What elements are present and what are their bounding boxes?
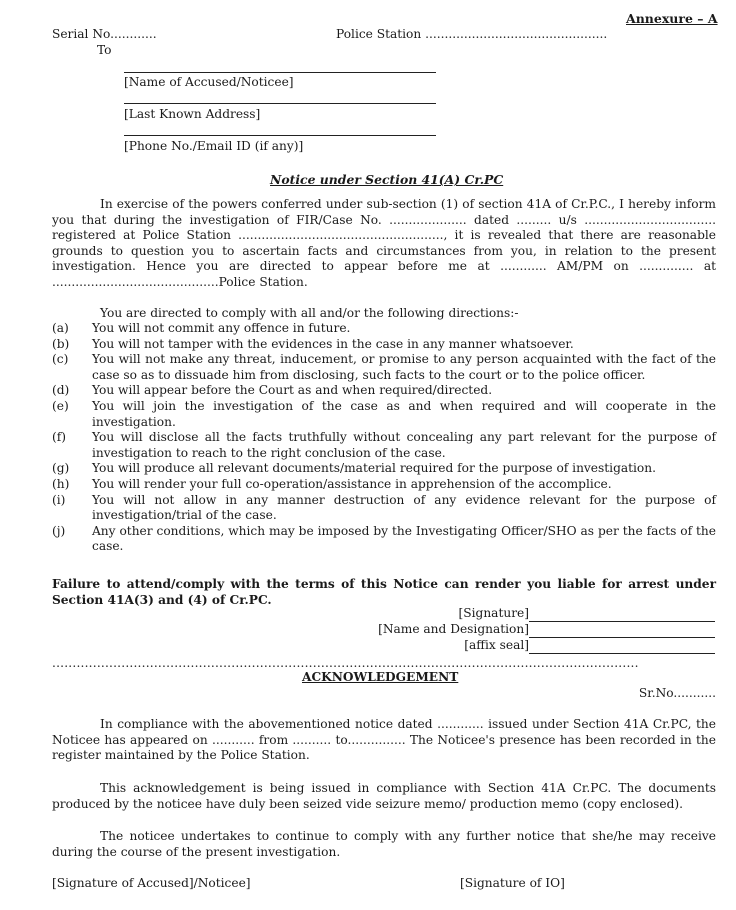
direction-item: [52, 321, 716, 337]
direction-item: [52, 461, 716, 477]
direction-text: You will disclose all the facts truthfully without concealing any part relevant for the purpose of investigation to reach to the right conclusion of the case.: [92, 430, 716, 460]
intro-paragraph: In exercise of the powers conferred under sub-section (1) of section 41A of Cr.P.C., I hereby inform you that during the investigation of FIR/Case No. .................... dated ......... u/s .................................. registered at Police Station ....................................................., it is revealed that there are reasonable grounds to question you to ascertain facts and circumstances from you, in relation to the present investigation. Hence you are directed to appear before me at ............ AM/PM on .............. at ...........................................Police Station.: [52, 197, 716, 289]
directions-list: [52, 321, 716, 555]
direction-item: [52, 477, 716, 493]
seal-line: [529, 653, 715, 654]
direction-item: [52, 430, 716, 461]
warning-text: Failure to attend/comply with the terms of this Notice can render you liable for arrest under Section 41A(3) and (4) of Cr.PC.: [52, 577, 716, 607]
direction-text: You will not commit any offence in future.: [92, 321, 351, 335]
direction-marker: (h): [52, 476, 70, 491]
ack-serial-number: Sr.No...........: [638, 686, 716, 700]
direction-marker: (d): [52, 383, 70, 398]
direction-item: [52, 399, 716, 430]
direction-marker: (f): [52, 430, 67, 445]
direction-text: Any other conditions, which may be imposed by the Investigating Officer/SHO as per the facts of the case.: [92, 523, 716, 554]
signature-line: [529, 621, 715, 622]
direction-marker: (a): [52, 321, 69, 335]
serial-number: Serial No............: [52, 27, 157, 41]
directions-intro: You are directed to comply with all and/or the following directions:-: [100, 306, 519, 320]
direction-marker: (g): [52, 461, 70, 476]
direction-text: You will not make any threat, inducement, or promise to any person acquainted with the fact of the case so as to dissuade him from disclosing, such facts to the court or to the police officer.: [92, 352, 716, 382]
direction-text: You will render your full co-operation/assistance in apprehension of the accomplice.: [92, 476, 612, 491]
direction-item: [52, 493, 716, 524]
ack-paragraph-3: The noticee undertakes to continue to comply with any further notice that she/he may receive during the course of the present investigation.: [52, 829, 716, 859]
contact-placeholder: [Phone No./Email ID (if any)]: [124, 139, 304, 153]
direction-item: [52, 352, 716, 383]
address-line-3: [124, 135, 436, 136]
address-placeholder: [Last Known Address]: [124, 107, 261, 121]
direction-text: You will not tamper with the evidences in the case in any manner whatsoever.: [92, 336, 574, 351]
direction-marker: (e): [52, 398, 69, 413]
signature-label: [Signature]: [458, 606, 529, 620]
direction-text: You will appear before the Court as and when required/directed.: [92, 383, 493, 398]
annexure-label: Annexure – A: [626, 11, 718, 26]
seal-label: [affix seal]: [464, 638, 529, 652]
io-signature-label: [Signature of IO]: [460, 876, 565, 890]
direction-marker: (b): [52, 336, 70, 351]
notice-title: Notice under Section 41(A) Cr.PC: [270, 172, 504, 187]
direction-marker: (j): [52, 523, 66, 538]
direction-marker: (c): [52, 352, 69, 367]
ack-paragraph-2: This acknowledgement is being issued in compliance with Section 41A Cr.PC. The documents produced by the noticee have duly been seized vide seizure memo/ production memo (copy enclosed).: [52, 781, 716, 811]
direction-text: You will produce all relevant documents/material required for the purpose of investigation.: [92, 461, 656, 476]
dotted-separator: ................................................................................................................................................: [52, 656, 639, 670]
accused-signature-label: [Signature of Accused]/Noticee]: [52, 876, 251, 890]
name-designation-label: [Name and Designation]: [378, 622, 529, 636]
direction-text: You will join the investigation of the case as and when required and will cooperate in the investigation.: [92, 398, 716, 429]
direction-marker: (i): [52, 492, 66, 507]
direction-text: You will not allow in any manner destruction of any evidence relevant for the purpose of investigation/trial of the case.: [92, 492, 716, 523]
to-label: To: [97, 43, 112, 57]
direction-item: [52, 337, 716, 353]
address-line-1: [124, 72, 436, 73]
direction-item: [52, 383, 716, 399]
name-designation-line: [529, 637, 715, 638]
ack-paragraph-1: In compliance with the abovementioned notice dated ............ issued under Section 41A Cr.PC, the Noticee has appeared on ........... from .......... to............... The Noticee's presence has been recorded in the register maintained by the Police Station.: [52, 717, 716, 763]
address-line-2: [124, 103, 436, 104]
accused-name-placeholder: [Name of Accused/Noticee]: [124, 75, 294, 89]
police-station-field: Police Station ...............................................: [336, 27, 608, 41]
acknowledgement-title: ACKNOWLEDGEMENT: [302, 670, 459, 684]
direction-item: [52, 524, 716, 555]
